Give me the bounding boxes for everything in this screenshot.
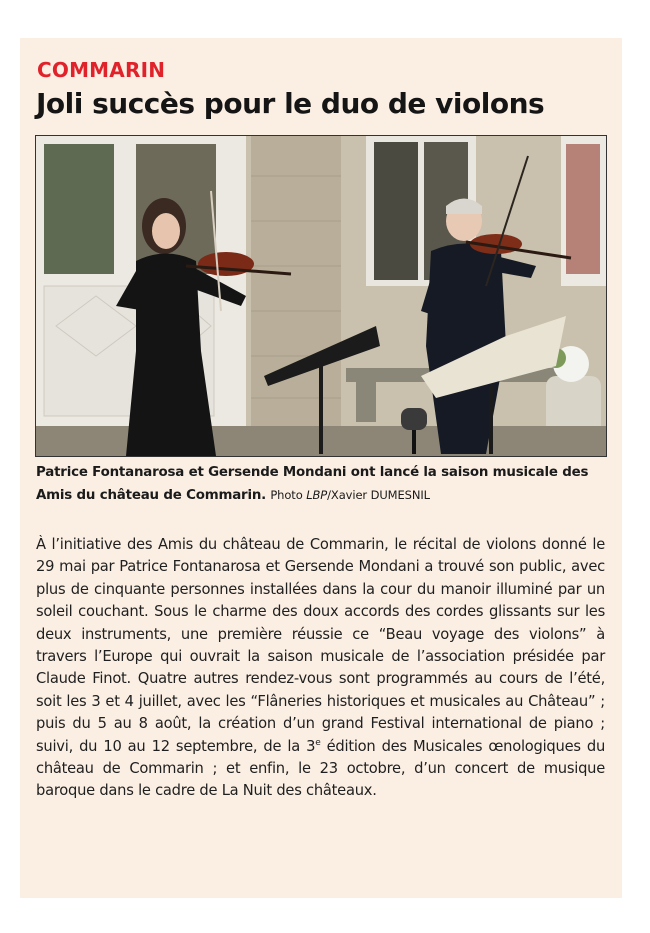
credit-prefix: Photo (270, 488, 307, 502)
credit-separator: / (327, 488, 331, 502)
article-body (36, 534, 605, 803)
credit-author: Xavier DUMESNIL (330, 488, 430, 502)
section-label: COMMARIN (37, 58, 166, 82)
article-photo (35, 135, 607, 457)
photo-credit (270, 488, 430, 502)
news-clipping (20, 38, 622, 898)
credit-agency: LBP (306, 488, 328, 502)
photo-caption (36, 462, 611, 507)
body-text-part2: édition des Musicales œnologiques du château de Commarin ; et enfin, le 23 octobre, d’un concert de musique baroque dans le cadre de La Nuit des châteaux. (36, 737, 606, 800)
headline: Joli succès pour le duo de violons (36, 87, 545, 120)
body-text-part1: À l’initiative des Amis du château de Commarin, le récital de violons donné le 29 mai par Patrice Fontanarosa et Gersende Mondani a trouvé son public, avec plus de cinquante personnes installées dans la cour du manoir illuminé par un soleil couchant. Sous le charme des doux accords des cordes glissants sur les deux instruments, une première réussie ce “Beau voyage des violons” à travers l’Europe qui ouvrait la saison musicale de l’association présidée par Claude Finot. Quatre autres rendez-vous sont programmés au cours de l’été, soit les 3 et 4 juillet, avec les “Flâneries historiques et musicales au Château” ; puis du 5 au 8 août, la création d’un grand Festival international de piano ; suivi, du 10 au 12 septembre, de la 3 (36, 536, 605, 755)
caption-text: Patrice Fontanarosa et Gersende Mondani ont lancé la saison musicale des Amis du château de Commarin. (36, 465, 589, 503)
ordinal-superscript: e (315, 737, 321, 748)
